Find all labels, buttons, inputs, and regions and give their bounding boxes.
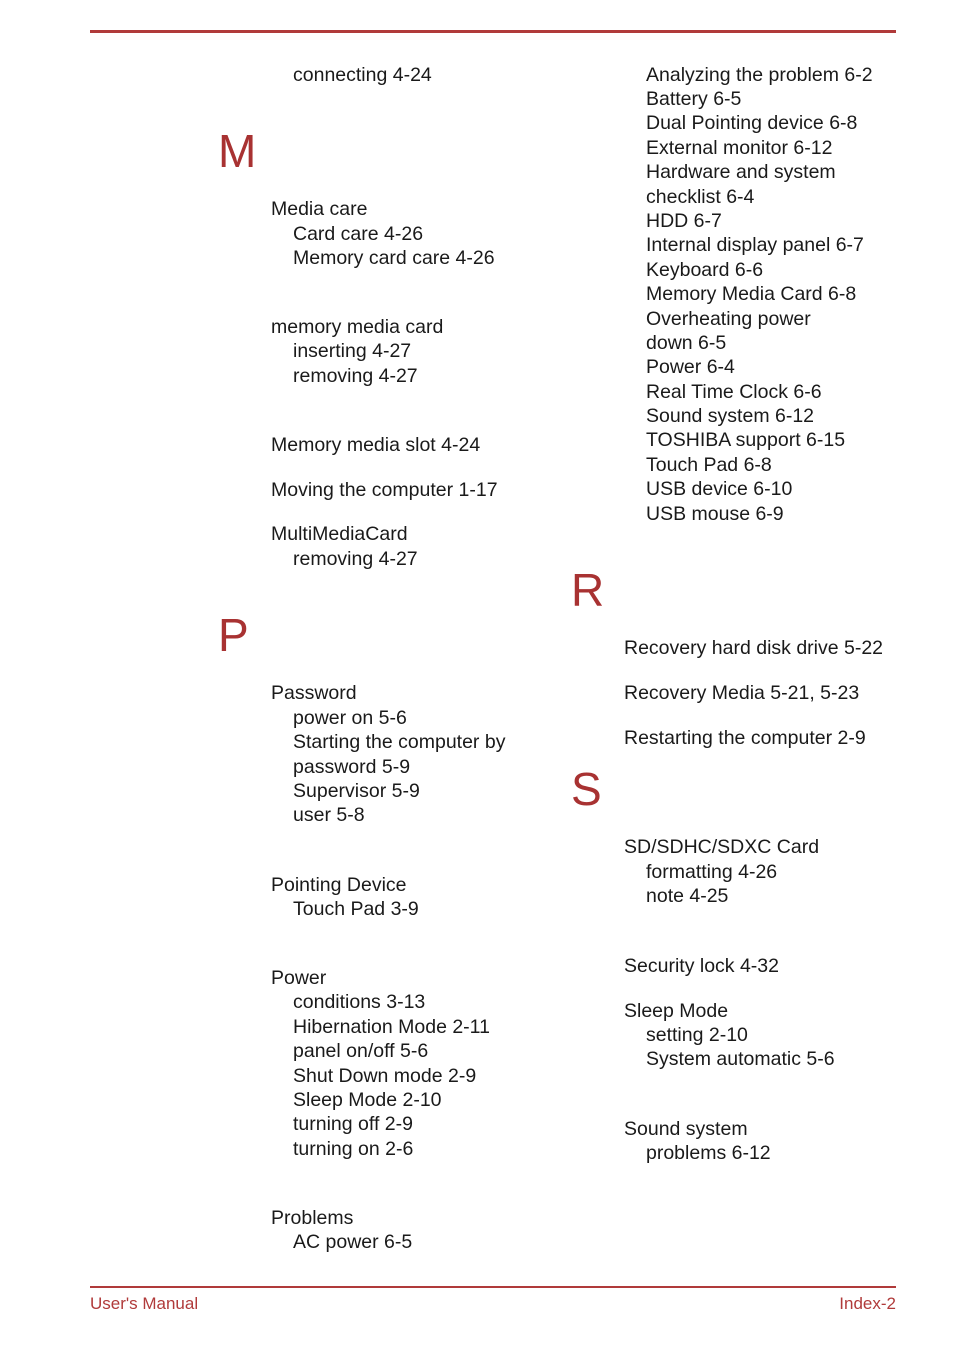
- index-entry: Restarting the computer 2-9: [624, 727, 866, 749]
- index-subentry: Power 6-4: [646, 356, 735, 378]
- index-subentry: System automatic 5-6: [646, 1048, 835, 1070]
- section-letter-p: P: [218, 609, 249, 661]
- index-subentry: down 6-5: [646, 332, 727, 354]
- index-subentry: Hardware and system: [646, 161, 836, 183]
- index-subentry: Dual Pointing device 6-8: [646, 112, 858, 134]
- index-subentry: Keyboard 6-6: [646, 259, 764, 281]
- index-entry: Memory media slot 4-24: [271, 434, 481, 456]
- index-subentry: Sound system 6-12: [646, 405, 815, 427]
- index-subentry: Supervisor 5-9: [293, 780, 420, 802]
- index-subentry: removing 4-27: [293, 548, 418, 570]
- index-subentry: Card care 4-26: [293, 223, 424, 245]
- index-subentry: Shut Down mode 2-9: [293, 1065, 477, 1087]
- index-entry: Password: [271, 682, 357, 704]
- header-rule: [90, 30, 896, 33]
- index-subentry: HDD 6-7: [646, 210, 722, 232]
- index-entry: Moving the computer 1-17: [271, 479, 498, 501]
- index-subentry: Sleep Mode 2-10: [293, 1089, 442, 1111]
- index-subentry: USB mouse 6-9: [646, 503, 784, 525]
- index-subentry: Starting the computer by: [293, 731, 506, 753]
- footer-rule: [90, 1286, 896, 1288]
- index-subentry: Internal display panel 6-7: [646, 234, 864, 256]
- footer-page-number: Index-2: [839, 1294, 896, 1313]
- index-entry: SD/SDHC/SDXC Card: [624, 836, 820, 858]
- index-entry: MultiMediaCard: [271, 523, 408, 545]
- index-entry: Recovery Media 5-21, 5-23: [624, 682, 860, 704]
- index-subentry: Memory Media Card 6-8: [646, 283, 857, 305]
- index-subentry: problems 6-12: [646, 1142, 771, 1164]
- index-subentry: password 5-9: [293, 756, 411, 778]
- index-subentry: Touch Pad 3-9: [293, 898, 419, 920]
- index-subentry: AC power 6-5: [293, 1231, 413, 1253]
- index-subentry: TOSHIBA support 6-15: [646, 429, 846, 451]
- index-subentry: conditions 3-13: [293, 991, 426, 1013]
- index-subentry: Memory card care 4-26: [293, 247, 495, 269]
- index-entry: memory media card: [271, 316, 444, 338]
- index-entry: Recovery hard disk drive 5-22: [624, 637, 884, 659]
- index-subentry: turning on 2-6: [293, 1138, 414, 1160]
- index-subentry: USB device 6-10: [646, 478, 793, 500]
- index-subentry: formatting 4-26: [646, 861, 778, 883]
- index-entry: Sleep Mode: [624, 1000, 729, 1022]
- index-subentry: Overheating power: [646, 308, 811, 330]
- index-subentry: removing 4-27: [293, 365, 418, 387]
- index-subentry: note 4-25: [646, 885, 729, 907]
- index-subentry: Battery 6-5: [646, 88, 742, 110]
- index-subentry: panel on/off 5-6: [293, 1040, 429, 1062]
- index-entry: Security lock 4-32: [624, 955, 779, 977]
- index-entry: Power: [271, 967, 327, 989]
- index-subentry: power on 5-6: [293, 707, 407, 729]
- index-entry: Problems: [271, 1207, 354, 1229]
- index-subentry: turning off 2-9: [293, 1113, 413, 1135]
- index-entry: Pointing Device: [271, 874, 407, 896]
- index-subentry: Analyzing the problem 6-2: [646, 64, 873, 86]
- index-subentry: External monitor 6-12: [646, 137, 833, 159]
- index-subentry: setting 2-10: [646, 1024, 748, 1046]
- index-subentry: checklist 6-4: [646, 186, 755, 208]
- section-letter-r: R: [571, 564, 605, 616]
- index-subentry: Real Time Clock 6-6: [646, 381, 822, 403]
- index-subentry: Touch Pad 6-8: [646, 454, 772, 476]
- section-letter-s: S: [571, 763, 602, 815]
- index-subentry: connecting 4-24: [293, 64, 432, 86]
- section-letter-m: M: [218, 125, 257, 177]
- index-subentry: Hibernation Mode 2-11: [293, 1016, 490, 1038]
- index-entry: Sound system: [624, 1118, 748, 1140]
- index-subentry: inserting 4-27: [293, 340, 412, 362]
- index-entry: Media care: [271, 198, 368, 220]
- footer-manual-title: User's Manual: [90, 1294, 199, 1313]
- index-subentry: user 5-8: [293, 804, 365, 826]
